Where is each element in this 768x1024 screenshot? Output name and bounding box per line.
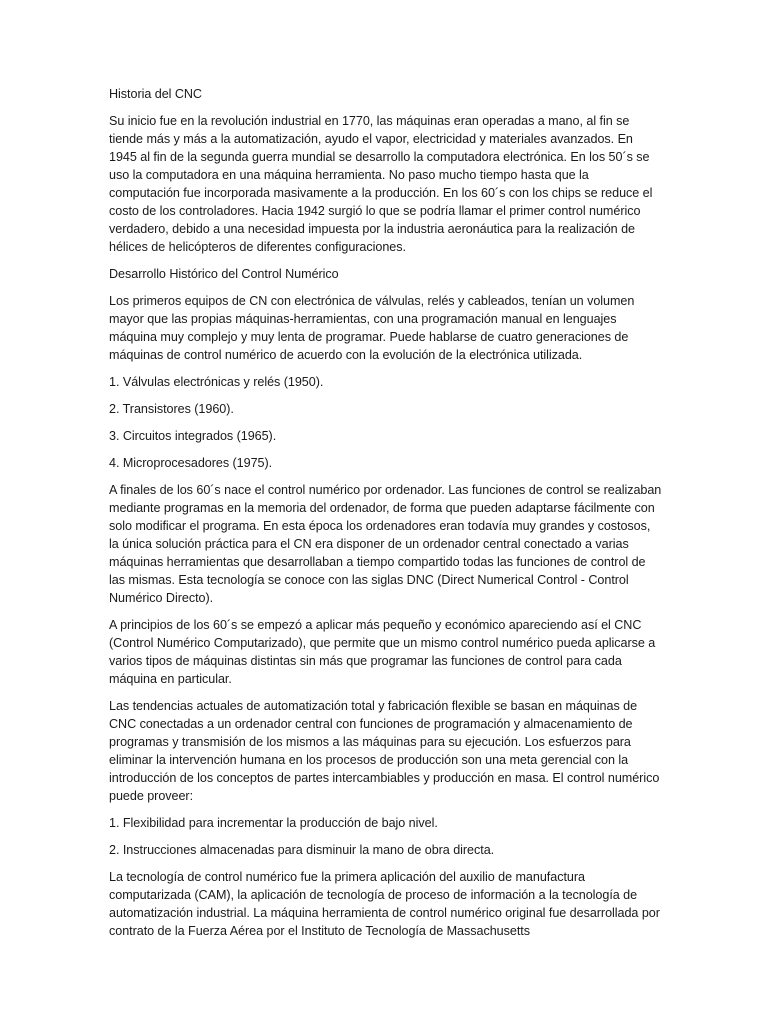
paragraph-cam: La tecnología de control numérico fue la primera aplicación del auxilio de manufactura computarizada (CAM), la aplicación de tecnología de proceso de información a la tecnología de automatización industrial. La máquina herramienta de control numérico original fue desarrollada por contrato de la Fuerza Aérea por el Instituto de Tecnología de Massachusetts [109, 870, 660, 938]
list-item: 2. Transistores (1960). [109, 402, 234, 416]
list-item: 2. Instrucciones almacenadas para disminuir la mano de obra directa. [109, 843, 495, 857]
list-item: 3. Circuitos integrados (1965). [109, 429, 277, 443]
paragraph-early-equipment: Los primeros equipos de CN con electrónica de válvulas, relés y cableados, tenían un volumen mayor que las propias máquinas-herramientas, con una programación manual en lenguajes máquina muy complejo y muy lenta de programar. Puede hablarse de cuatro generaciones de máquinas de control numérico de acuerdo con la evolución de la electrónica utilizada. [109, 294, 635, 362]
paragraph-cnc: A principios de los 60´s se empezó a aplicar más pequeño y económico apareciendo así el CNC (Control Numérico Computarizado), que permite que un mismo control numérico pueda aplicarse a varios tipos de máquinas distintas sin más que programar las funciones de control para cada máquina en particular. [109, 618, 656, 686]
list-item: 1. Válvulas electrónicas y relés (1950). [109, 375, 324, 389]
section-heading: Desarrollo Histórico del Control Numérico [109, 267, 339, 281]
paragraph-intro: Su inicio fue en la revolución industrial en 1770, las máquinas eran operadas a mano, al fin se tiende más y más a la automatización, ayudo el vapor, electricidad y materiales avanzados. En 1945 al fin de la segunda guerra mundial se desarrollo la computadora electrónica. En los 50´s se uso la computadora en una máquina herramienta. No paso mucho tiempo hasta que la computación fue incorporada masivamente a la producción. En los 60´s con los chips se reduce el costo de los controladores. Hacia 1942 surgió lo que se podría llamar el primer control numérico verdadero, debido a una necesidad impuesta por la industria aeronáutica para la realización de hélices de helicópteros de diferentes configuraciones. [109, 114, 653, 254]
paragraph-dnc: A finales de los 60´s nace el control numérico por ordenador. Las funciones de control se realizaban mediante programas en la memoria del ordenador, de forma que pueden adaptarse fácilmente con solo modificar el programa. En esta época los ordenadores eran todavía muy grandes y costosos, la única solución práctica para el CN era disponer de un ordenador central conectado a varias máquinas herramientas que desarrollaban a tiempo compartido todas las funciones de control de las mismas. Esta tecnología se conoce con las siglas DNC (Direct Numerical Control - Control Numérico Directo). [109, 483, 662, 605]
list-item: 4. Microprocesadores (1975). [109, 456, 273, 470]
document-title: Historia del CNC [109, 87, 202, 101]
list-item: 1. Flexibilidad para incrementar la producción de bajo nivel. [109, 816, 438, 830]
paragraph-trends: Las tendencias actuales de automatización total y fabricación flexible se basan en máquinas de CNC conectadas a un ordenador central con funciones de programación y almacenamiento de programas y transmisión de los mismos a las máquinas para su ejecución. Los esfuerzos para eliminar la intervención humana en los procesos de producción son una meta gerencial con la introducción de los conceptos de partes intercambiables y producción en masa. El control numérico puede proveer: [109, 699, 660, 803]
